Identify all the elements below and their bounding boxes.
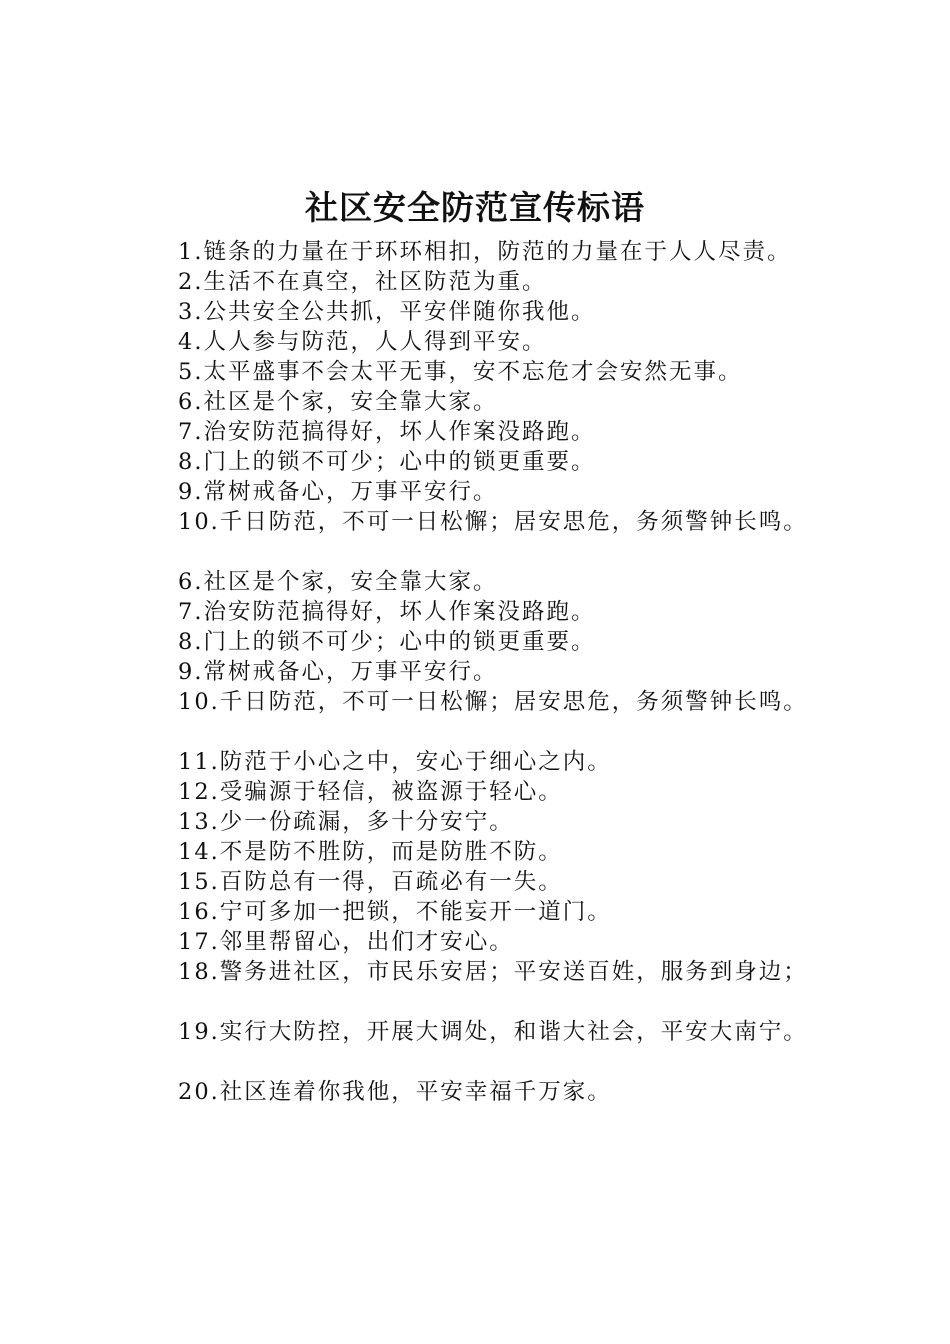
slogan-line: 8.门上的锁不可少；心中的锁更重要。 [178, 449, 596, 475]
slogan-line: 11.防范于小心之中，安心于细心之内。 [178, 749, 612, 775]
slogan-line: 10.千日防范，不可一日松懈；居安思危，务须警钟长鸣。 [178, 509, 808, 535]
blank-line [178, 717, 878, 747]
document-title: 社区安全防范宣传标语 [305, 188, 645, 227]
slogan-line: 17.邻里帮留心，出们才安心。 [178, 929, 514, 955]
slogan-line: 10.千日防范，不可一日松懈；居安思危，务须警钟长鸣。 [178, 689, 808, 715]
slogan-line: 7.治安防范搞得好，坏人作案没路跑。 [178, 599, 596, 625]
slogan-line: 7.治安防范搞得好，坏人作案没路跑。 [178, 419, 596, 445]
slogan-line: 20.社区连着你我他，平安幸福千万家。 [178, 1079, 612, 1105]
slogan-line: 3.公共安全公共抓，平安伴随你我他。 [178, 299, 596, 325]
slogan-line: 6.社区是个家，安全靠大家。 [178, 389, 498, 415]
slogan-line: 9.常树戒备心，万事平安行。 [178, 479, 498, 505]
slogan-line: 1.链条的力量在于环环相扣，防范的力量在于人人尽责。 [178, 239, 792, 265]
slogan-line: 14.不是防不胜防，而是防胜不防。 [178, 839, 563, 865]
slogan-line: 4.人人参与防范，人人得到平安。 [178, 329, 547, 355]
slogan-line: 12.受骗源于轻信，被盗源于轻心。 [178, 779, 563, 805]
blank-line [178, 987, 878, 1017]
slogan-line: 8.门上的锁不可少；心中的锁更重要。 [178, 629, 596, 655]
blank-line [178, 537, 878, 567]
slogan-line: 5.太平盛事不会太平无事，安不忘危才会安然无事。 [178, 359, 743, 385]
blank-line [178, 1047, 878, 1077]
slogan-line: 9.常树戒备心，万事平安行。 [178, 659, 498, 685]
slogan-line: 2.生活不在真空，社区防范为重。 [178, 269, 547, 295]
slogan-line: 19.实行大防控，开展大调处，和谐大社会，平安大南宁。 [178, 1019, 808, 1045]
slogan-line: 6.社区是个家，安全靠大家。 [178, 569, 498, 595]
slogan-line: 16.宁可多加一把锁，不能妄开一道门。 [178, 899, 612, 925]
slogan-line: 18.警务进社区，市民乐安居；平安送百姓，服务到身边； [178, 959, 808, 985]
slogan-list [178, 237, 878, 1107]
slogan-line: 13.少一份疏漏，多十分安宁。 [178, 809, 514, 835]
slogan-line: 15.百防总有一得，百疏必有一失。 [178, 869, 563, 895]
